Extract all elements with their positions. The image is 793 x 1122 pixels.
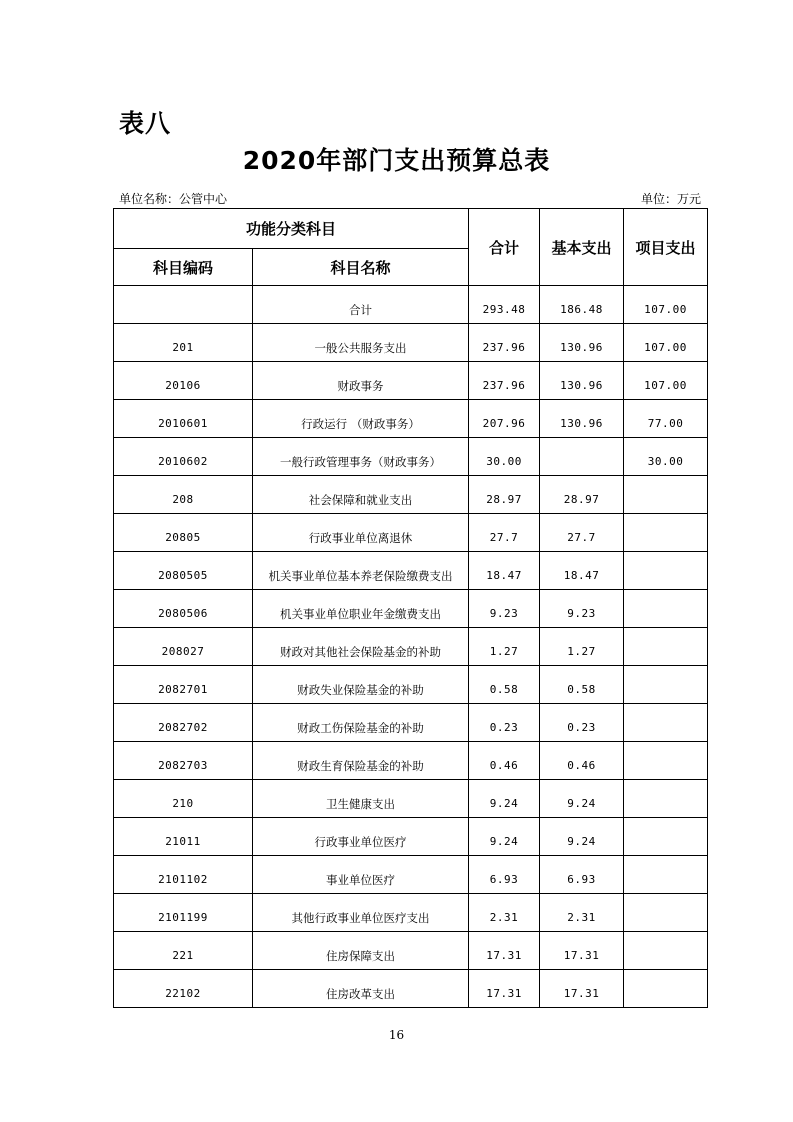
unit-name: 单位名称：公管中心 xyxy=(119,192,228,206)
cell-project: 107.00 xyxy=(624,362,708,400)
cell-name: 一般行政管理事务（财政事务） xyxy=(253,438,469,476)
cell-basic: 0.58 xyxy=(540,666,624,704)
cell-basic: 186.48 xyxy=(540,286,624,324)
cell-code: 2101102 xyxy=(114,856,253,894)
cell-name: 财政事务 xyxy=(253,362,469,400)
cell-name: 卫生健康支出 xyxy=(253,780,469,818)
cell-name: 住房保障支出 xyxy=(253,932,469,970)
cell-project: 77.00 xyxy=(624,400,708,438)
cell-code: 2082702 xyxy=(114,704,253,742)
table-row xyxy=(114,324,708,362)
cell-total: 17.31 xyxy=(469,932,540,970)
cell-name: 机关事业单位职业年金缴费支出 xyxy=(253,590,469,628)
cell-name: 合计 xyxy=(253,286,469,324)
table-row xyxy=(114,286,708,324)
cell-total: 9.24 xyxy=(469,818,540,856)
cell-code: 20106 xyxy=(114,362,253,400)
name-header: 科目名称 xyxy=(253,249,469,286)
cell-basic: 17.31 xyxy=(540,932,624,970)
cell-code: 208 xyxy=(114,476,253,514)
table-body xyxy=(114,286,708,1008)
cell-name: 财政工伤保险基金的补助 xyxy=(253,704,469,742)
cell-code xyxy=(114,286,253,324)
cell-name: 财政对其他社会保险基金的补助 xyxy=(253,628,469,666)
cell-basic: 6.93 xyxy=(540,856,624,894)
page-number: 16 xyxy=(388,1028,405,1042)
page-title: 2020年部门支出预算总表 xyxy=(242,146,551,175)
basic-header: 基本支出 xyxy=(540,209,624,286)
cell-name: 财政失业保险基金的补助 xyxy=(253,666,469,704)
cell-project xyxy=(624,932,708,970)
cell-total: 9.23 xyxy=(469,590,540,628)
cell-total: 17.31 xyxy=(469,970,540,1008)
cell-project xyxy=(624,970,708,1008)
cell-basic: 17.31 xyxy=(540,970,624,1008)
table-row xyxy=(114,362,708,400)
cell-code: 2101199 xyxy=(114,894,253,932)
cell-project xyxy=(624,514,708,552)
cell-total: 18.47 xyxy=(469,552,540,590)
cell-code: 20805 xyxy=(114,514,253,552)
cell-code: 2080505 xyxy=(114,552,253,590)
table-row xyxy=(114,704,708,742)
cell-total: 207.96 xyxy=(469,400,540,438)
cell-basic: 130.96 xyxy=(540,400,624,438)
cell-name: 财政生育保险基金的补助 xyxy=(253,742,469,780)
cell-basic: 28.97 xyxy=(540,476,624,514)
cell-name: 社会保障和就业支出 xyxy=(253,476,469,514)
cell-basic: 18.47 xyxy=(540,552,624,590)
cell-project xyxy=(624,476,708,514)
cell-basic: 9.24 xyxy=(540,780,624,818)
cell-project xyxy=(624,666,708,704)
header-row-1 xyxy=(114,209,708,249)
cell-project xyxy=(624,894,708,932)
table-row xyxy=(114,856,708,894)
category-group-header: 功能分类科目 xyxy=(114,209,469,249)
cell-total: 6.93 xyxy=(469,856,540,894)
table-row xyxy=(114,780,708,818)
cell-total: 237.96 xyxy=(469,324,540,362)
currency-unit: 单位：万元 xyxy=(640,192,701,206)
cell-total: 30.00 xyxy=(469,438,540,476)
cell-project xyxy=(624,742,708,780)
cell-name: 行政事业单位离退休 xyxy=(253,514,469,552)
cell-basic: 0.46 xyxy=(540,742,624,780)
cell-project xyxy=(624,628,708,666)
cell-project: 107.00 xyxy=(624,286,708,324)
total-header: 合计 xyxy=(469,209,540,286)
cell-project xyxy=(624,856,708,894)
table-label: 表八 xyxy=(119,109,172,138)
cell-project xyxy=(624,704,708,742)
cell-basic: 130.96 xyxy=(540,362,624,400)
budget-table xyxy=(113,208,708,1008)
project-header: 项目支出 xyxy=(624,209,708,286)
table-row xyxy=(114,894,708,932)
table-row xyxy=(114,400,708,438)
cell-name: 行政运行 （财政事务） xyxy=(253,400,469,438)
cell-project: 30.00 xyxy=(624,438,708,476)
cell-project xyxy=(624,818,708,856)
cell-basic: 27.7 xyxy=(540,514,624,552)
cell-name: 机关事业单位基本养老保险缴费支出 xyxy=(253,552,469,590)
cell-project xyxy=(624,552,708,590)
table-row xyxy=(114,818,708,856)
cell-code: 21011 xyxy=(114,818,253,856)
table-row xyxy=(114,514,708,552)
cell-name: 其他行政事业单位医疗支出 xyxy=(253,894,469,932)
cell-total: 237.96 xyxy=(469,362,540,400)
table-row xyxy=(114,590,708,628)
cell-code: 2080506 xyxy=(114,590,253,628)
table-row xyxy=(114,628,708,666)
cell-name: 行政事业单位医疗 xyxy=(253,818,469,856)
cell-code: 2010602 xyxy=(114,438,253,476)
cell-basic: 1.27 xyxy=(540,628,624,666)
cell-project: 107.00 xyxy=(624,324,708,362)
cell-basic: 2.31 xyxy=(540,894,624,932)
cell-code: 2082701 xyxy=(114,666,253,704)
table-row xyxy=(114,552,708,590)
table-row xyxy=(114,932,708,970)
cell-project xyxy=(624,590,708,628)
cell-code: 208027 xyxy=(114,628,253,666)
cell-total: 28.97 xyxy=(469,476,540,514)
table-row xyxy=(114,438,708,476)
table-row xyxy=(114,970,708,1008)
cell-total: 27.7 xyxy=(469,514,540,552)
cell-project xyxy=(624,780,708,818)
cell-total: 0.58 xyxy=(469,666,540,704)
cell-total: 293.48 xyxy=(469,286,540,324)
table-row xyxy=(114,666,708,704)
code-header: 科目编码 xyxy=(114,249,253,286)
cell-basic: 0.23 xyxy=(540,704,624,742)
cell-code: 221 xyxy=(114,932,253,970)
cell-code: 2082703 xyxy=(114,742,253,780)
cell-total: 2.31 xyxy=(469,894,540,932)
cell-total: 1.27 xyxy=(469,628,540,666)
table-row xyxy=(114,742,708,780)
cell-basic: 130.96 xyxy=(540,324,624,362)
cell-code: 201 xyxy=(114,324,253,362)
cell-total: 9.24 xyxy=(469,780,540,818)
table-row xyxy=(114,476,708,514)
cell-basic: 9.23 xyxy=(540,590,624,628)
cell-basic: 9.24 xyxy=(540,818,624,856)
cell-total: 0.46 xyxy=(469,742,540,780)
cell-code: 2010601 xyxy=(114,400,253,438)
cell-total: 0.23 xyxy=(469,704,540,742)
cell-name: 住房改革支出 xyxy=(253,970,469,1008)
cell-name: 一般公共服务支出 xyxy=(253,324,469,362)
cell-basic xyxy=(540,438,624,476)
cell-name: 事业单位医疗 xyxy=(253,856,469,894)
cell-code: 22102 xyxy=(114,970,253,1008)
cell-code: 210 xyxy=(114,780,253,818)
